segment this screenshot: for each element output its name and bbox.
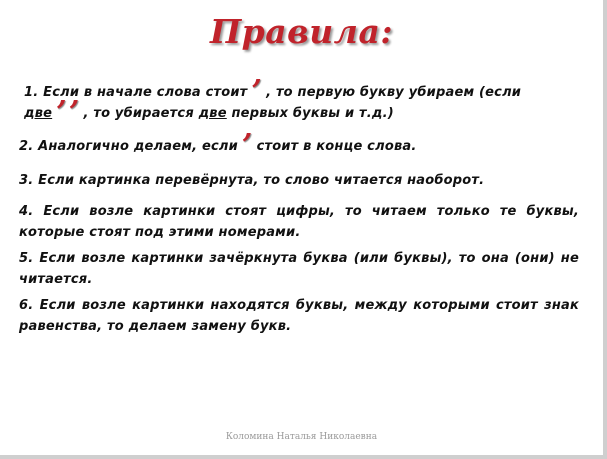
author-footer: Коломина Наталья Николаевна	[225, 432, 378, 442]
rule-2	[19, 128, 579, 163]
rule-2-part-b: стоит в конце слова.	[256, 139, 417, 154]
rule-5: 5. Если возле картинки зачёркнута буква (или буквы), то она (они) не читается.	[19, 251, 579, 287]
page-title: Правила:	[209, 12, 394, 51]
comma-symbol: ’	[241, 128, 253, 163]
rule-3: 3. Если картинка перевёрнута, то слово читается наоборот.	[19, 173, 485, 188]
rule-1-part-e: две	[198, 106, 227, 121]
rule-1-part-b: , то первую букву убираем (если	[266, 85, 522, 100]
rule-6: 6. Если возле картинки находятся буквы, между которыми стоит знак равенства, то делаем замену букв.	[19, 298, 579, 334]
comma-symbol: ’	[56, 95, 67, 130]
rule-1	[24, 74, 584, 130]
rule-1-part-d: , то убирается	[83, 106, 194, 121]
comma-symbol: ’	[251, 74, 263, 109]
rule-4: 4. Если возле картинки стоят цифры, то читаем только те буквы, которые стоят под этими номерами.	[19, 204, 579, 240]
rule-1-part-a: 1. Если в начале слова стоит	[24, 85, 248, 100]
rule-1-part-f: первых буквы и т.д.)	[231, 106, 394, 121]
comma-symbol: ’	[68, 95, 80, 130]
rule-1-part-c: две	[24, 106, 53, 121]
rule-2-part-a: 2. Аналогично делаем, если	[19, 139, 238, 154]
